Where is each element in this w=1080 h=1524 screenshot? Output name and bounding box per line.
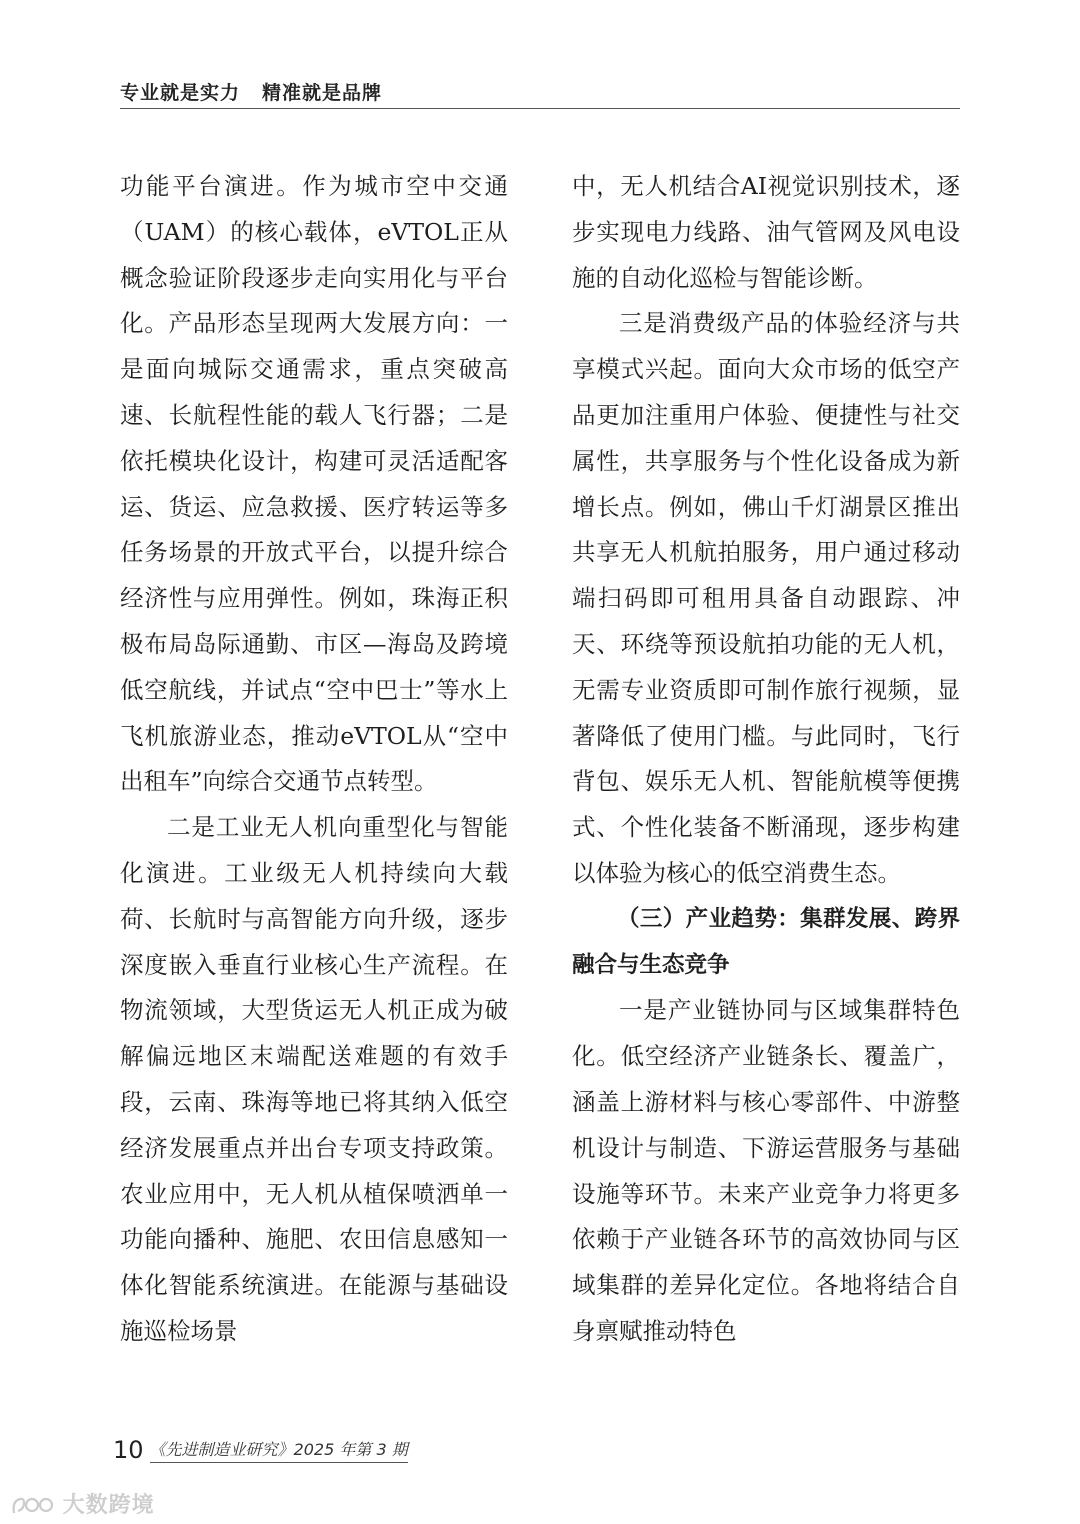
watermark-logo-icon — [10, 1493, 54, 1519]
header-slogan-2: 精准就是品牌 — [262, 82, 383, 104]
right-paragraph-2: 三是消费级产品的体验经济与共享模式兴起。面向大众市场的低空产品更加注重用户体验、便捷性与社交属性，共享服务与个性化设备成为新增长点。例如，佛山千灯湖景区推出共享无人机航拍服务，用户通过移动端扫码即可租用具备自动跟踪、冲天、环绕等预设航拍功能的无人机，无需专业资质即可制作旅行视频，显著降低了使用门槛。与此同时，飞行背包、娱乐无人机、智能航模等便携式、个性化装备不断涌现，逐步构建以体验为核心的低空消费生态。 — [572, 309, 960, 887]
left-column — [120, 164, 508, 1355]
left-paragraph-2: 二是工业无人机向重型化与智能化演进。工业级无人机持续向大载荷、长航时与高智能方向升级，逐步深度嵌入垂直行业核心生产流程。在物流领域，大型货运无人机正成为破解偏远地区末端配送难题的有效手段，云南、珠海等地已将其纳入低空经济发展重点并出台专项支持政策。农业应用中，无人机从植保喷洒单一功能向播种、施肥、农田信息感知一体化智能系统演进。在能源与基础设施巡检场景 — [120, 813, 508, 1345]
right-paragraph-1: 中，无人机结合AI视觉识别技术，逐步实现电力线路、油气管网及风电设施的自动化巡检与智能诊断。 — [572, 172, 960, 292]
left-paragraph-1: 功能平台演进。作为城市空中交通（UAM）的核心载体，eVTOL正从概念验证阶段逐步走向实用化与平台化。产品形态呈现两大发展方向：一是面向城际交通需求，重点突破高速、长航程性能的载人飞行器；二是依托模块化设计，构建可灵活适配客运、货运、应急救援、医疗转运等多任务场景的开放式平台，以提升综合经济性与应用弹性。例如，珠海正积极布局岛际通勤、市区—海岛及跨境低空航线，并试点“空中巴士”等水上飞机旅游业态，推动eVTOL从“空中出租车”向综合交通节点转型。 — [120, 172, 508, 796]
header-slogan-1: 专业就是实力 — [120, 82, 241, 104]
page-footer — [113, 1436, 408, 1464]
page-header — [120, 78, 382, 105]
section-heading: （三）产业趋势：集群发展、跨界融合与生态竞争 — [572, 905, 960, 978]
right-paragraph-3: 一是产业链协同与区域集群特色化。低空经济产业链条长、覆盖广，涵盖上游材料与核心零部件、中游整机设计与制造、下游运营服务与基础设施等环节。未来产业竞争力将更多依赖于产业链各环节的高效协同与区域集群的差异化定位。各地将结合自身禀赋推动特色 — [572, 996, 960, 1345]
header-divider — [120, 108, 960, 109]
watermark — [10, 1488, 155, 1519]
watermark-text: 大数跨境 — [62, 1493, 155, 1518]
right-column — [572, 164, 960, 1355]
page-number: 10 — [113, 1436, 144, 1464]
journal-title: 《先进制造业研究》2025 年第 3 期 — [150, 1437, 408, 1463]
